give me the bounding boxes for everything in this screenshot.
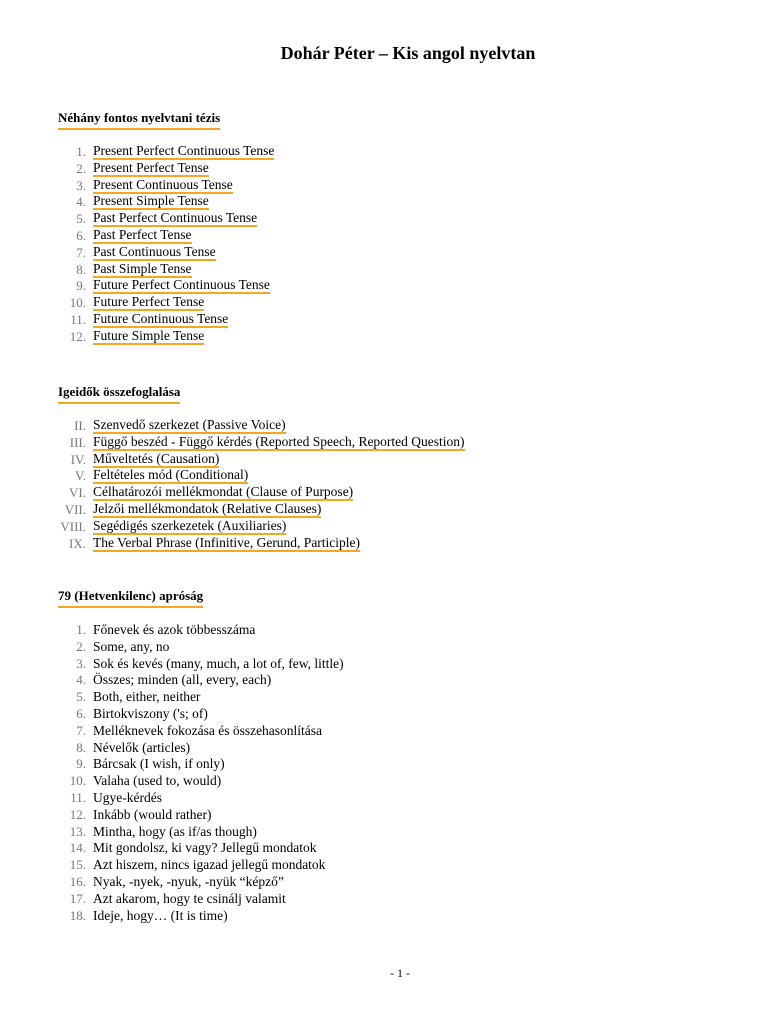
toc-item-link[interactable]: Future Perfect Tense [93,294,205,310]
toc-item-number: 11. [70,789,86,805]
toc-item-link[interactable]: Függő beszéd - Függő kérdés (Reported Speech, Reported Question) [93,433,465,449]
document-title: Dohár Péter – Kis angol nyelvtan [280,43,536,63]
toc-item-number: 12. [69,328,86,344]
toc-item-number: III. [69,434,86,450]
toc-item-number: 16. [69,873,86,889]
toc-item-number: 17. [69,890,86,906]
toc-item-number: 2. [76,638,86,654]
toc-item-link[interactable]: The Verbal Phrase (Infinitive, Gerund, Participle) [93,534,361,550]
toc-item-number: 18. [69,907,86,923]
toc-item-label: Sok és kevés (many, much, a lot of, few, little) [93,655,344,671]
toc-item-label: Mintha, hogy (as if/as though) [93,823,257,839]
toc-item-number: 9. [76,278,86,294]
toc-item-number: 8. [76,261,86,277]
toc-item-number: 5. [76,689,86,705]
toc-item-number: 4. [76,672,86,688]
toc-item-number: 10. [69,295,86,311]
toc-item-label: Névelők (articles) [93,739,191,755]
section-heading-igeidok[interactable]: Igeidők összefoglalása [58,384,180,404]
toc-item-label: Nyak, -nyek, -nyuk, -nyük “képző” [93,873,284,889]
toc-item-number: IV. [70,451,86,467]
section-heading-tezis[interactable]: Néhány fontos nyelvtani tézis [58,110,220,130]
toc-item-number: 7. [76,244,86,260]
toc-item-link[interactable]: Present Perfect Continuous Tense [93,143,275,158]
toc-item-label: Valaha (used to, would) [93,773,222,789]
toc-item-number: 6. [76,705,86,721]
toc-item-link[interactable]: Jelzői mellékmondatok (Relative Clauses) [93,500,322,516]
toc-item-label: Összes; minden (all, every, each) [93,672,272,688]
toc-item-number: 5. [76,211,86,227]
toc-item-number: 10. [69,773,86,789]
toc-item-number: VI. [69,485,86,501]
toc-item-label: Főnevek és azok többesszáma [93,622,256,637]
toc-item-number: V. [75,468,86,484]
toc-item-number: 1. [76,144,86,159]
toc-item-number: 4. [76,194,86,210]
toc-item-number: 8. [76,739,86,755]
toc-item-number: IX. [69,535,86,551]
toc-item-link[interactable]: Future Simple Tense [93,327,205,343]
toc-item-link[interactable]: Célhatározói mellékmondat (Clause of Purpose) [93,484,354,500]
toc-item-number: 1. [76,622,86,637]
toc-item-label: Both, either, neither [93,689,201,705]
toc-item-number: VII. [64,501,86,517]
toc-item-link[interactable]: Szenvedő szerkezet (Passive Voice) [93,417,286,432]
toc-item-label: Ideje, hogy… (It is time) [93,907,228,923]
toc-item-link[interactable]: Present Continuous Tense [93,176,233,192]
toc-item-link[interactable]: Past Continuous Tense [93,243,216,259]
toc-item-link[interactable]: Past Simple Tense [93,260,192,276]
toc-item-label: Bárcsak (I wish, if only) [93,756,225,772]
toc-item-number: 2. [76,160,86,176]
toc-item-label: Azt hiszem, nincs igazad jellegű mondatok [93,857,326,873]
toc-item-number: II. [74,418,86,433]
toc-item-number: 7. [76,722,86,738]
toc-item-number: 9. [76,756,86,772]
toc-item-label: Melléknevek fokozása és összehasonlítása [93,722,323,738]
toc-item-number: 15. [69,857,86,873]
toc-item-number: 12. [69,806,86,822]
toc-item-number: VIII. [60,518,86,534]
toc-item-label: Inkább (would rather) [93,806,212,822]
toc-item-number: 3. [76,655,86,671]
toc-item-link[interactable]: Future Perfect Continuous Tense [93,277,270,293]
toc-item-number: 13. [69,823,86,839]
toc-item-label: Ugye-kérdés [93,789,162,805]
toc-item-link[interactable]: Past Perfect Tense [93,226,192,242]
toc-item-number: 11. [70,311,86,327]
toc-item-number: 14. [69,840,86,856]
toc-item-link[interactable]: Present Perfect Tense [93,159,209,175]
toc-item-label: Mit gondolsz, ki vagy? Jellegű mondatok [93,840,317,856]
toc-item-link[interactable]: Future Continuous Tense [93,310,229,326]
toc-item-number: 3. [76,177,86,193]
toc-item-label: Some, any, no [93,638,170,654]
toc-item-link[interactable]: Műveltetés (Causation) [93,450,220,466]
toc-item-link[interactable]: Segédigés szerkezetek (Auxiliaries) [93,517,287,533]
toc-item-number: 6. [76,227,86,243]
toc-item-label: Azt akarom, hogy te csinálj valamit [93,890,286,906]
toc-item-link[interactable]: Present Simple Tense [93,193,209,209]
toc-item-link[interactable]: Past Perfect Continuous Tense [93,210,258,226]
toc-item-label: Birtokviszony ('s; of) [93,705,208,721]
section-heading-aprosag[interactable]: 79 (Hetvenkilenc) apróság [58,588,203,608]
toc-item-link[interactable]: Feltételes mód (Conditional) [93,467,249,483]
page-number: - 1 - [390,966,410,980]
